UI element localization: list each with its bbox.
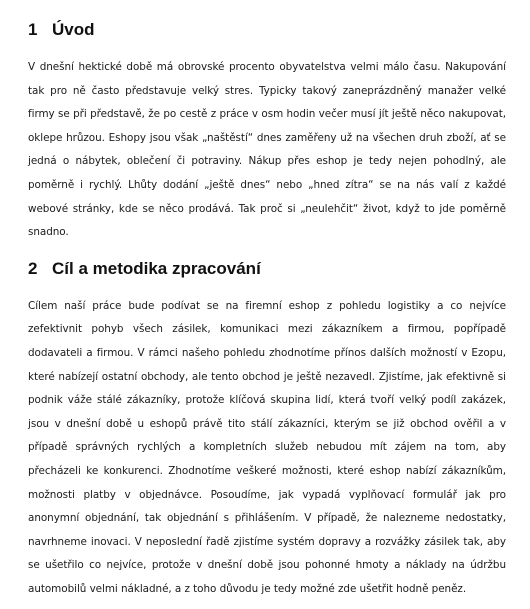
section-paragraph-uvod: V dnešní hektické době má obrovské procento obyvatelstva velmi málo času. Nakupování tak pro ně často představuje velký stres. Typicky takový zaneprázdněný manažer velké firmy se při představě, že po cestě z práce v osm hodin večer musí jít ještě něco nakupovat, oklepe hrůzou. Eshopy jsou však „naštěstí“ dnes zaměřeny už na všechen druh zboží, ať se jedná o nábytek, oblečení či potraviny. Nákup přes eshop je tedy nejen pohodlný, ale poměrně i rychlý. Lhůty dodání „ještě dnes“ nebo „hned zítra“ se na nás valí z každé webové stránky, kde se něco prodává. Tak proč si „neulehčit“ život, když to jde poměrně snadno. (28, 61, 506, 239)
section-heading-uvod (28, 18, 506, 42)
section-number: 1 (28, 20, 38, 39)
section-number: 2 (28, 258, 38, 278)
section-paragraph-cil: Cílem naší práce bude podívat se na firemní eshop z pohledu logistiky a co nejvíce zefektivnit pohyb všech zásilek, komunikaci mezi zákazníkem a firmou, popřípadě dodavateli a firmou. V rámci našeho pohledu zhodnotíme přínos dalších možností v Ezopu, které nabízejí ostatní obchody, ale tento obchod je ještě nezavedl. Zjistíme, jak efektivně si podnik váže stálé zákazníky, protože klíčová skupina lidí, která tvoří velký podíl zakázek, jsou v dnešní době u eshopů právě tito stálí zákazníci, kterým se již obchod ověřil a v případě správných rychlých a kompletních služeb nebudou mít zájem na tom, aby přecházeli ke konkurenci. Zhodnotíme veškeré možnosti, které eshop nabízí zákazníkům, možnosti platby v objednávce. Posoudíme, jak vypadá vyplňovací formulář jak pro anonymní objednání, tak objednání s přihlášením. V případě, že nalezneme nedostatky, navrhneme inovaci. V neposlední řadě zjistíme systém dopravy a rozvážky zásilek tak, aby se ušetřilo co nejvíce, protože v dnešní době jsou pohonné hmoty a náklady na údržbu automobilů velmi nákladné, a z toho důvodu je tedy možné zde ušetřit hodně peněz. (28, 299, 506, 595)
section-title: Cíl a metodika zpracování (52, 258, 261, 278)
section-title: Úvod (52, 20, 95, 39)
section-heading-cil (28, 257, 506, 281)
